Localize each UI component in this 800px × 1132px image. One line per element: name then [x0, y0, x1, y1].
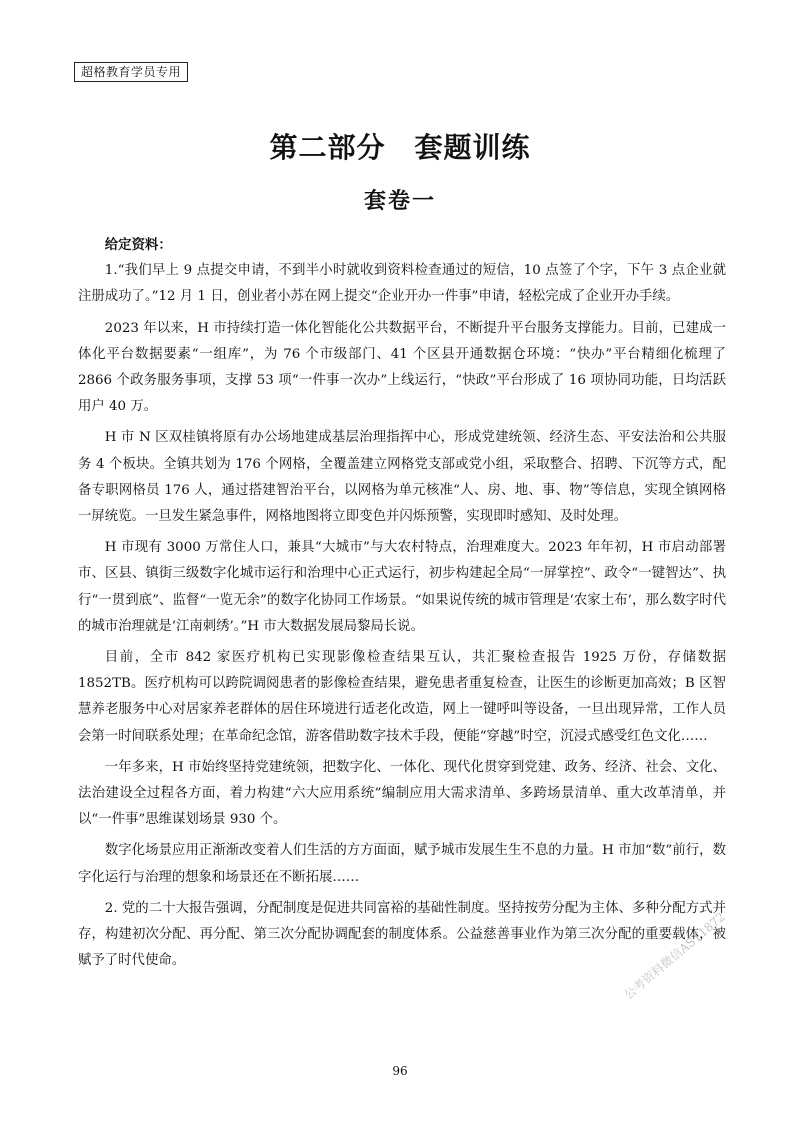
material-paragraph: 一年多来，H 市始终坚持党建统领，把数字化、一体化、现代化贯穿到党建、政务、经济、社会、文化、法治建设全过程各方面，着力构建“六大应用系统”编制应用大需求清单、多跨场景清单、重大改革清单，并以“一件事”思维谋划场景 930 个。: [78, 759, 726, 828]
set-title: 套卷一: [363, 188, 436, 214]
part-title: 第二部分 套题训练: [269, 131, 531, 164]
page-number: 96: [392, 1064, 408, 1078]
material-paragraph: 1.“我们早上 9 点提交申请，不到半小时就收到资料检查通过的短信，10 点签了个字，下午 3 点企业就注册成功了。”12 月 1 日，创业者小苏在网上提交“企业开办一件事”申请，轻松完成了企业开办手续。: [78, 263, 726, 305]
material-paragraph: 目前，全市 842 家医疗机构已实现影像检查结果互认，共汇聚检查报告 1925 万份，存储数据 1852TB。医疗机构可以跨院调阅患者的影像检查结果，避免患者重复检查，让医生的诊断更加高效；B 区智慧养老服务中心对居家养老群体的居住环境进行适老化改造，网上一键呼叫等设备，一旦出现异常，工作人员会第一时间联系处理；在革命纪念馆，游客借助数字技术手段，便能“穿越”时空，沉浸式感受红色文化……: [78, 650, 726, 744]
material-paragraph: H 市 N 区双桂镇将原有办公场地建成基层治理指挥中心，形成党建统领、经济生态、平安法治和公共服务 4 个板块。全镇共划为 176 个网格，全覆盖建立网格党支部或党小组，采取整合、招聘、下沉等方式，配备专职网格员 176 人，通过搭建智治平台，以网格为单元核准“人、房、地、事、物”等信息，实现全镇网格一屏统览。一旦发生紧急事件，网格地图将立即变色并闪烁预警，实现即时感知、及时处理。: [78, 430, 726, 525]
material-paragraph: 2. 党的二十大报告强调，分配制度是促进共同富裕的基础性制度。坚持按劳分配为主体、多种分配方式并存，构建初次分配、再分配、第三次分配协调配套的制度体系。公益慈善事业作为第三次分配的重要载体，被赋予了时代使命。: [78, 900, 726, 969]
material-label: 给定资料：: [104, 237, 172, 253]
material-paragraph: 数字化场景应用正渐渐改变着人们生活的方方面面，赋予城市发展生生不息的力量。H 市加“数”前行，数字化运行与治理的想象和场景还在不断拓展……: [78, 843, 726, 885]
material-paragraph: 2023 年以来，H 市持续打造一体化智能化公共数据平台，不断提升平台服务支撑能力。目前，已建成一体化平台数据要素“一组库”，为 76 个市级部门、41 个区县开通数据仓环境：“快办”平台精细化梳理了 2866 个政务服务事项，支撑 53 项“一件事一次办”上线运行，“快政”平台形成了 16 项协同功能，日均活跃用户 40 万。: [78, 320, 726, 415]
material-content: [78, 232, 726, 979]
watermark: 公考资料微信AST1872: [621, 909, 728, 1003]
material-paragraph: H 市现有 3000 万常住人口，兼具“大城市”与大农村特点，治理难度大。2023 年年初，H 市启动部署市、区县、镇街三级数字化城市运行和治理中心正式运行，初步构建起全局“一屏掌控”、政令“一键智达”、执行“一贯到底”、监督“一览无余”的数字化协同工作场景。“如果说传统的城市管理是‘农家土布’，那么数字时代的城市治理就是‘江南刺绣’。”H 市大数据发展局黎局长说。: [78, 540, 726, 634]
user-badge: 超格教育学员专用: [74, 62, 188, 82]
